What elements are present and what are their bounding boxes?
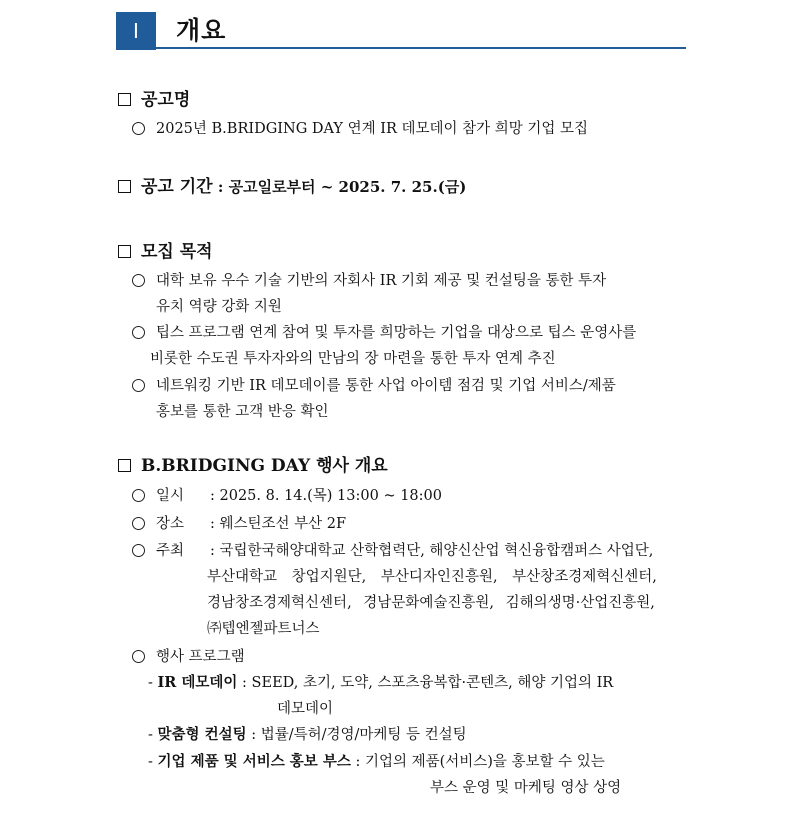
program-item: - 맞춤형 컨설팅 : 법률/특허/경영/마케팅 등 컨설팅 [148,726,467,743]
program-desc: 법률/특허/경영/마케팅 등 컨설팅 [260,727,467,743]
checkbox-square-icon [118,180,131,193]
circle-bullet-icon [132,326,145,339]
purpose-line: 팁스 프로그램 연계 참여 및 투자를 희망하는 기업을 대상으로 팁스 운영사를 [156,325,637,341]
program-desc: 데모데이 [277,701,334,717]
program-desc: SEED, 초기, 도약, 스포츠융복합·콘텐츠, 해양 기업의 IR [251,675,614,691]
program-item: - 기업 제품 및 서비스 홍보 부스 : 기업의 제품(서비스)을 홍보할 수 있는 [148,753,605,770]
date-value: 2025. 8. 14.(목) 13:00 ~ 18:00 [219,488,442,504]
program-label: 행사 프로그램 [156,649,245,665]
heading-event-overview [118,455,388,477]
heading-text: B.BRIDGING DAY 행사 개요 [141,456,388,476]
program-name: 맞춤형 컨설팅 [157,726,247,743]
circle-bullet-icon [132,544,145,557]
section-number-badge: Ⅰ [116,12,156,50]
list-item [132,116,692,142]
heading-announcement-period [118,176,466,198]
place-value: 웨스틴조선 부산 2F [219,516,347,532]
host-label: 주최 [156,543,185,559]
program-name: 기업 제품 및 서비스 홍보 부스 [157,753,351,770]
section-header [116,12,686,52]
purpose-line: 유치 역량 강화 지원 [156,299,282,315]
circle-bullet-icon [132,379,145,392]
page-title: 개요 [176,16,227,45]
circle-bullet-icon [132,122,145,135]
purpose-line: 비롯한 수도권 투자자와의 만남의 장 마련을 통한 투자 연계 추진 [150,351,556,367]
circle-bullet-icon [132,274,145,287]
circle-bullet-icon [132,517,145,530]
list-item [132,320,692,372]
host-line: 경남창조경제혁신센터, 경남문화예술진흥원, 김해의생명·산업진흥원, [207,595,655,611]
checkbox-square-icon [118,93,131,106]
heading-recruit-purpose [118,241,213,263]
date-label: 일시 [156,488,185,504]
host-line: 국립한국해양대학교 산학협력단, 해양신산업 혁신융합캠퍼스 사업단, [219,543,654,559]
program-item: - IR 데모데이 : SEED, 초기, 도약, 스포츠융복합·콘텐츠, 해양 기업의 IR [148,674,614,691]
heading-text: 공고 기간 [141,177,213,197]
circle-bullet-icon [132,489,145,502]
purpose-line: 네트워킹 기반 IR 데모데이를 통한 사업 아이템 점검 및 기업 서비스/제품 [156,378,616,394]
heading-text: 공고명 [141,90,191,110]
period-value: 공고일로부터 ~ 2025. 7. 25.(금) [228,178,467,196]
circle-bullet-icon [132,650,145,663]
host-line: ㈜텝엔젤파트너스 [207,621,320,637]
list-item: 주최 : 국립한국해양대학교 산학협력단, 해양신산업 혁신융합캠퍼스 사업단, [132,538,692,564]
list-item [132,268,692,320]
heading-text: 모집 목적 [141,242,213,262]
program-desc: 기업의 제품(서비스)을 홍보할 수 있는 [364,754,605,770]
purpose-line: 대학 보유 우수 기술 기반의 자회사 IR 기회 제공 및 컨설팅을 통한 투자 [156,273,607,289]
checkbox-square-icon [118,459,131,472]
announcement-name-text: 2025년 B.BRIDGING DAY 연계 IR 데모데이 참가 희망 기업 모집 [156,121,588,137]
program-name: IR 데모데이 [157,674,238,691]
list-item [132,373,692,425]
purpose-line: 홍보를 통한 고객 반응 확인 [156,404,329,420]
list-item: 장소 : 웨스틴조선 부산 2F [132,511,692,537]
list-item [132,644,692,670]
list-item: 일시 : 2025. 8. 14.(목) 13:00 ~ 18:00 [132,483,692,509]
header-underline [156,47,686,49]
heading-announcement-name [118,89,190,111]
program-desc: 부스 운영 및 마케팅 영상 상영 [430,780,622,796]
host-line: 부산대학교 창업지원단, 부산디자인진흥원, 부산창조경제혁신센터, [207,569,657,585]
separator: : [212,178,229,196]
place-label: 장소 [156,516,185,532]
checkbox-square-icon [118,245,131,258]
